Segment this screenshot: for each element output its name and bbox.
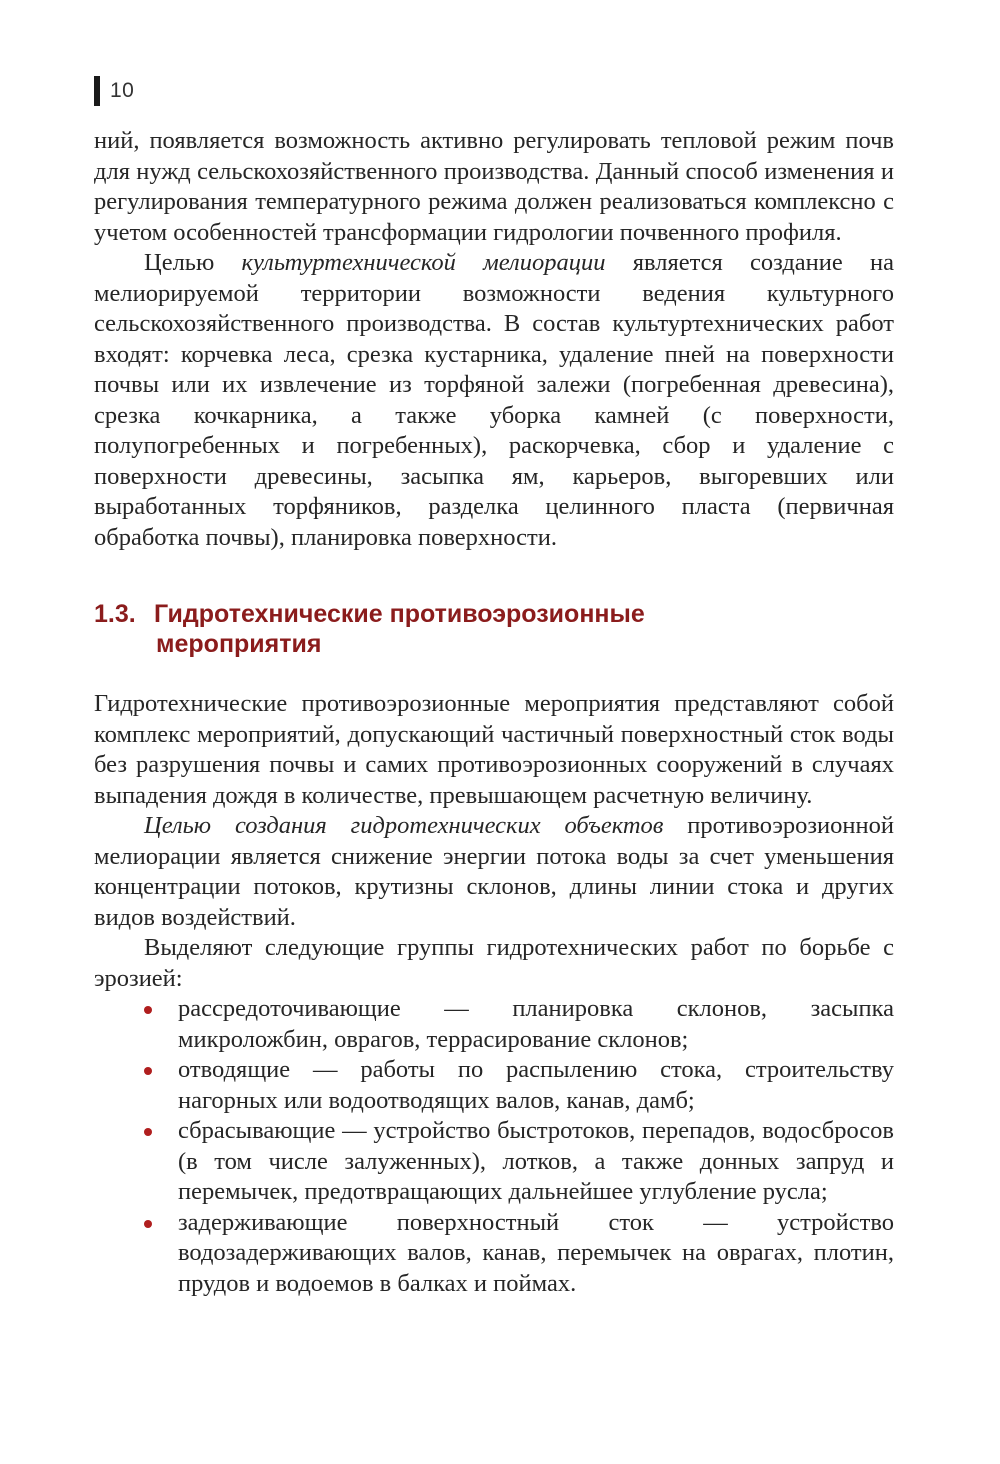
section-heading xyxy=(94,599,894,659)
bullet-icon xyxy=(144,1006,152,1014)
section-paragraph-3: Выделяют следующие группы гидротехнических работ по борьбе с эрозией: xyxy=(94,934,894,992)
section-title-line1: Гидротехнические противоэрозионные xyxy=(154,600,645,628)
list-item xyxy=(94,1208,894,1300)
list-item-text: отводящие — работы по распылению стока, строительству нагорных или водоотводящих валов, канав, дамб; xyxy=(178,1056,894,1114)
section-paragraph-2 xyxy=(94,811,894,933)
bullet-icon xyxy=(144,1067,152,1075)
erosion-works-list xyxy=(94,994,894,1299)
list-item-text: сбрасывающие — устройство быстротоков, перепадов, водосбросов (в том числе залуженных), лотков, а также донных запруд и перемычек, предотвращающих дальнейшее углубление русла; xyxy=(178,1117,894,1205)
intro-paragraph-1: ний, появляется возможность активно регулировать тепловой режим почв для нужд сельскохозяйственного производства. Данный способ изменения и регулирования температурного режима должен реализоваться комплексно с учетом особенностей трансформации гидрологии почвенного профиля. xyxy=(94,127,894,246)
section-title-line2: мероприятия xyxy=(156,630,322,658)
intro-paragraph-2 xyxy=(94,248,894,553)
section-p2-term: Целью создания гидротехнических объектов xyxy=(144,812,664,839)
intro-p2-body: является создание на мелиорируемой территории возможности ведения культурного сельскохозяйственного производства. В состав культуртехнических работ входят: корчевка леса, срезка кустарника, удаление пней на поверхности почвы или их извлечение из торфяной залежи (погребенная древесина), срезка кочкарника, а также уборка камней (с поверхности, полупогребенных и погребенных), раскорчевка, сбор и удаление с поверхности древесины, засыпка ям, карьеров, выгоревших или выработанных торфяников, разделка целинного пласта (первичная обработка почвы), планировка поверхности. xyxy=(94,249,894,551)
bullet-icon xyxy=(144,1220,152,1228)
page-header xyxy=(94,76,134,106)
page-number: 10 xyxy=(110,79,135,102)
page-content xyxy=(94,126,894,1299)
intro-p2-term: культуртехнической мелиорации xyxy=(241,249,606,276)
section-number: 1.3. xyxy=(94,600,136,628)
list-item-text: рассредоточивающие — планировка склонов, засыпка микроложбин, оврагов, террасирование склонов; xyxy=(178,995,894,1053)
intro-p2-lead: Целью xyxy=(144,249,242,276)
section-p2-body: противоэрозионной мелиорации является снижение энергии потока воды за счет уменьшения концентрации потоков, крутизны склонов, длины линии стока и других видов воздействий. xyxy=(94,812,894,931)
list-item xyxy=(94,994,894,1055)
section-paragraph-1: Гидротехнические противоэрозионные мероприятия представляют собой комплекс мероприятий, допускающий частичный поверхностный сток воды без разрушения почвы и самих противоэрозионных сооружений в случаях выпадения дождя в количестве, превышающем расчетную величину. xyxy=(94,690,894,809)
list-item-text: задерживающие поверхностный сток — устройство водозадерживающих валов, канав, перемычек на оврагах, плотин, прудов и водоемов в балках и поймах. xyxy=(178,1208,894,1297)
list-item xyxy=(94,1055,894,1116)
page-marker-bar xyxy=(94,76,100,106)
bullet-icon xyxy=(144,1128,152,1136)
list-item xyxy=(94,1116,894,1208)
